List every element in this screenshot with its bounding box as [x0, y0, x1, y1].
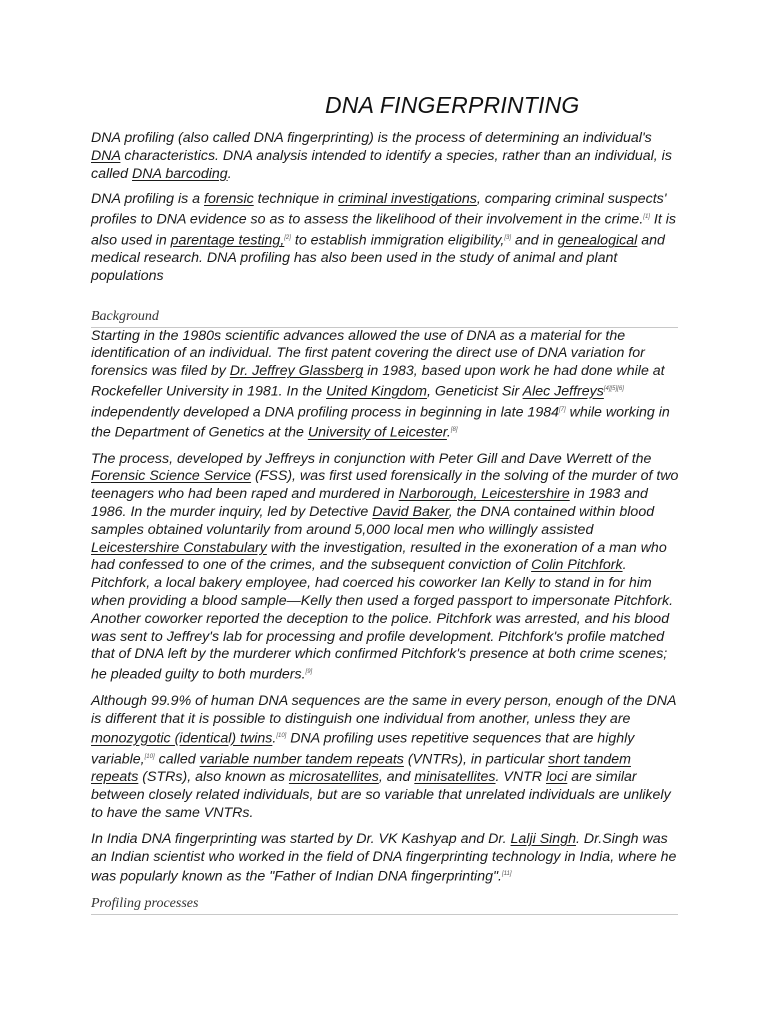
text-run: independently developed a DNA profiling process in beginning in late 1984	[91, 404, 559, 421]
text-run: .	[227, 165, 232, 182]
text-run: The process, developed by Jeffreys in conjunction with Peter Gill and Dave Werrett of the	[91, 450, 652, 467]
text-run: In India DNA fingerprinting was started by Dr. VK Kashyap and Dr.	[91, 830, 511, 847]
citation-ref[interactable]: [4][5][6]	[603, 386, 624, 393]
document-body	[91, 130, 681, 915]
text-run: , and	[378, 769, 415, 786]
text-run: . Pitchfork, a local bakery employee, had coerced his coworker Ian Kelly to stand in for him when providing a blood sample—Kelly then used a forged passport to impersonate Pitchfork. Another coworker reported the deception to the police. Pitchfork was arrested, and his blood was sent to Jeffrey's lab for processing and profile development. Pitchfork's profile matched that of DNA left by the murderer which confirmed Pitchfork's presence at both crime scenes; he pleaded guilty to both murders.	[91, 557, 674, 683]
text-run: DNA profiling uses repetitive sequences that are highly variable,	[91, 731, 635, 768]
text-run: Starting in the 1980s scientific advances allowed the use of DNA as a material for the identification of an individual. The first patent covering the direct use of DNA variation for forensics was filed by	[91, 327, 645, 380]
link-leicestershire-constabulary[interactable]: Leicestershire Constabulary	[91, 539, 267, 556]
text-run: .	[446, 424, 451, 441]
text-run: , Geneticist Sir	[426, 383, 523, 400]
link-microsatellites[interactable]: microsatellites	[288, 769, 379, 786]
citation-ref[interactable]: [10]	[144, 753, 155, 760]
citation-ref[interactable]: [8]	[450, 427, 458, 434]
text-run: DNA profiling is a	[91, 191, 205, 208]
link-united-kingdom[interactable]: United Kingdom	[326, 383, 427, 400]
link-genealogical[interactable]: genealogical	[557, 232, 638, 249]
text-run: . VNTR	[495, 769, 546, 786]
background-paragraph-3	[91, 693, 681, 823]
text-run: (STRs), also known as	[138, 769, 289, 786]
link-forensic-science-service[interactable]: Forensic Science Service	[91, 468, 252, 485]
text-run: .	[272, 731, 277, 748]
text-run: (VNTRs), in particular	[403, 751, 549, 768]
link-vntr[interactable]: variable number tandem repeats	[199, 751, 404, 768]
link-alec-jeffreys[interactable]: Alec Jeffreys	[522, 383, 604, 400]
citation-ref[interactable]: [7]	[559, 406, 566, 413]
citation-ref[interactable]: [9]	[305, 669, 313, 676]
link-dna[interactable]: DNA	[91, 147, 121, 164]
citation-ref[interactable]: [2]	[284, 234, 291, 241]
text-run: are similar between closely related individuals, but are so variable that unrelated individuals are unlikely to have the same VNTRs.	[91, 769, 671, 821]
citation-ref[interactable]: [10]	[276, 733, 287, 740]
link-jeffrey-glassberg[interactable]: Dr. Jeffrey Glassberg	[229, 363, 364, 380]
text-run: , the DNA contained within blood samples obtained voluntarily from around 5,000 local men who willingly assisted	[91, 504, 655, 538]
section-heading-profiling-processes: Profiling processes	[91, 895, 678, 915]
text-run: Although 99.9% of human DNA sequences are the same in every person, enough of the DNA is different that it is possible to distinguish one individual from another, unless they are	[91, 692, 676, 727]
citation-ref[interactable]: [11]	[501, 871, 512, 878]
link-criminal-investigations[interactable]: criminal investigations	[338, 191, 477, 208]
text-run: It is also used in	[91, 211, 676, 249]
link-narborough-leicestershire[interactable]: Narborough, Leicestershire	[398, 486, 570, 503]
document-title: DNA FINGERPRINTING	[325, 92, 580, 118]
text-run: (FSS), was first used forensically in the solving of the murder of two teenagers who had been raped and murdered in	[91, 468, 679, 503]
background-paragraph-4	[91, 831, 681, 887]
text-run: characteristics. DNA analysis intended to identify a species, rather than an individual, is called	[91, 147, 672, 182]
link-lalji-singh[interactable]: Lalji Singh	[510, 830, 576, 847]
background-paragraph-1	[91, 328, 681, 443]
intro-paragraph-1	[91, 130, 681, 183]
link-colin-pitchfork[interactable]: Colin Pitchfork	[531, 557, 623, 574]
text-run: in 1983 and 1986. In the murder inquiry, led by Detective	[91, 486, 648, 521]
link-forensic[interactable]: forensic	[204, 191, 254, 208]
text-run: to establish immigration eligibility,	[290, 232, 505, 249]
link-university-of-leicester[interactable]: University of Leicester	[307, 424, 447, 441]
text-run: technique in	[253, 191, 339, 208]
link-short-tandem-repeats[interactable]: short tandem repeats	[91, 751, 631, 786]
citation-ref[interactable]: [1]	[643, 214, 650, 221]
intro-paragraph-2	[91, 191, 681, 285]
text-run: and in	[511, 232, 558, 249]
link-parentage-testing[interactable]: parentage testing,	[170, 232, 285, 249]
link-loci[interactable]: loci	[545, 769, 568, 786]
link-monozygotic-twins[interactable]: monozygotic (identical) twins	[91, 731, 273, 748]
section-heading-background: Background	[91, 308, 678, 328]
background-paragraph-2	[91, 451, 681, 685]
text-run: in 1983, based upon work he had done while at Rockefeller University in 1981. In the	[91, 363, 665, 400]
text-run: , comparing criminal suspects' profiles to DNA evidence so as to assess the likelihood of their involvement in the crime.	[91, 191, 667, 228]
link-david-baker[interactable]: David Baker	[372, 504, 449, 521]
text-run: called	[154, 751, 200, 768]
text-run: DNA profiling (also called DNA fingerprinting) is the process of determining an individual's	[91, 130, 652, 146]
text-run: with the investigation, resulted in the exoneration of a man who had confessed to one of the crimes, and the subsequent conviction of	[91, 539, 667, 574]
text-run: while working in the Department of Genetics at the	[91, 404, 670, 441]
citation-ref[interactable]: [3]	[504, 234, 512, 241]
text-run: and medical research. DNA profiling has also been used in the study of animal and plant populations	[91, 232, 665, 285]
link-dna-barcoding[interactable]: DNA barcoding	[132, 165, 228, 182]
link-minisatellites[interactable]: minisatellites	[414, 769, 496, 786]
text-run: . Dr.Singh was an Indian scientist who worked in the field of DNA fingerprinting technology in India, where he was popularly known as the "Father of Indian DNA fingerprinting".	[91, 830, 677, 886]
